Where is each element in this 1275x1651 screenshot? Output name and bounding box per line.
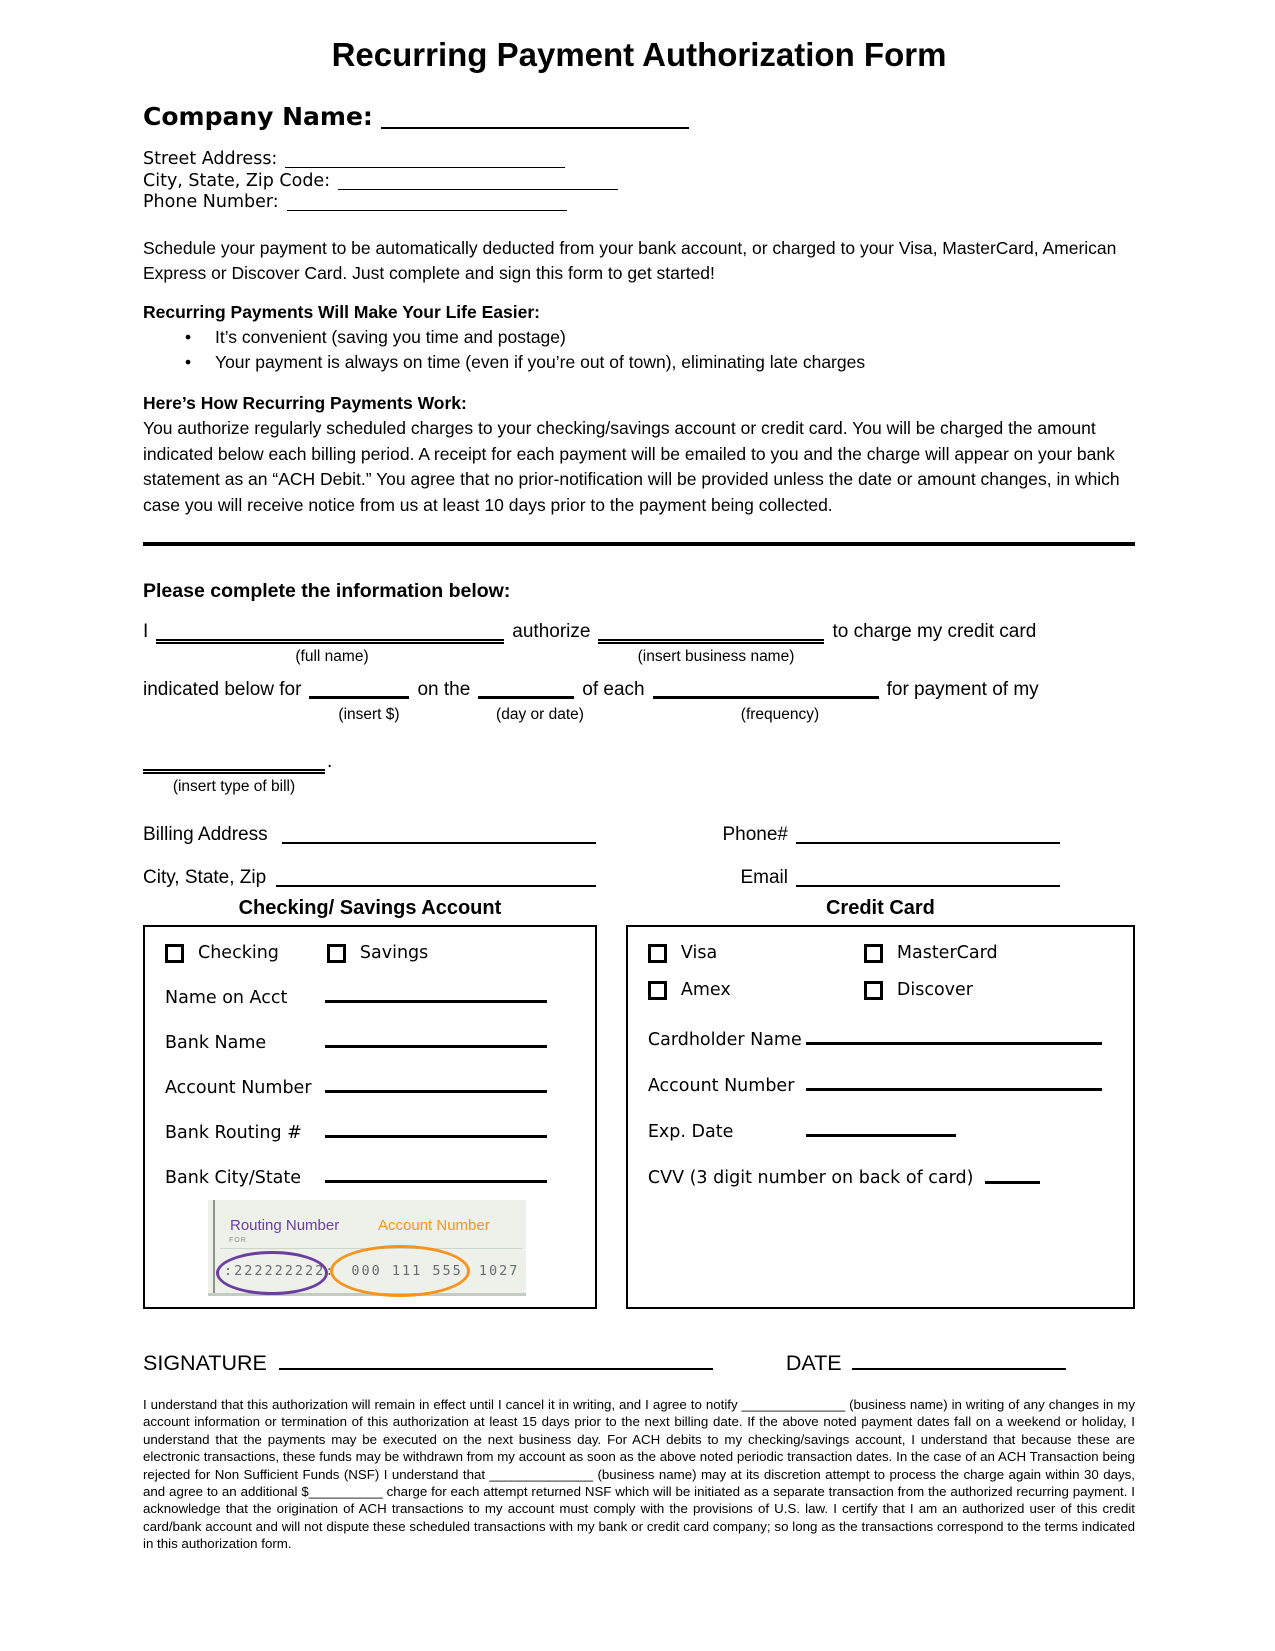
street-address-line[interactable] — [285, 151, 565, 168]
payment-method-columns — [143, 897, 1135, 1309]
cardholder-name-line[interactable] — [806, 1042, 1102, 1045]
bank-account-number-row — [165, 1053, 575, 1098]
discover-label: Discover — [896, 980, 973, 1000]
exp-date-line[interactable] — [806, 1134, 956, 1137]
company-name-line[interactable] — [381, 111, 689, 129]
section-divider — [143, 542, 1135, 546]
signature-row — [143, 1351, 1135, 1376]
billing-address-row — [143, 824, 1135, 846]
benefit-item: • Your payment is always on time (even if you’re out of town), eliminating late charges — [143, 350, 1135, 375]
bank-city-state-line[interactable] — [325, 1180, 547, 1183]
phone-label: Phone# — [722, 824, 788, 845]
card-account-number-line[interactable] — [806, 1088, 1102, 1091]
checking-savings-box — [143, 925, 597, 1309]
authorize-sentence-line-1 — [143, 621, 1135, 671]
check-routing-number-label: Routing Number — [230, 1217, 340, 1234]
amount-hint: (insert $) — [338, 706, 400, 723]
sentence-text-i: I — [143, 621, 149, 642]
phone-number-row — [143, 192, 1135, 214]
sentence-text-on-the: on the — [417, 679, 471, 700]
phone-number-label: Phone Number: — [143, 192, 279, 212]
account-type-row — [165, 943, 575, 963]
sentence-text-of-each: of each — [582, 679, 645, 700]
cvv-label: CVV (3 digit number on back of card) — [647, 1168, 974, 1188]
checking-savings-column — [143, 897, 597, 1309]
visa-option[interactable] — [648, 943, 864, 963]
street-address-label: Street Address: — [143, 149, 278, 169]
date-line[interactable] — [852, 1352, 1066, 1370]
credit-card-heading: Credit Card — [825, 897, 935, 919]
bank-account-number-label: Account Number — [165, 1078, 312, 1098]
bank-routing-row — [165, 1098, 575, 1143]
email-line[interactable] — [796, 869, 1060, 887]
signature-label: SIGNATURE — [143, 1351, 267, 1375]
amex-option[interactable] — [648, 980, 864, 1000]
city-state-zip-billing-line[interactable] — [276, 869, 596, 887]
micr-account-number: 000 111 555 — [351, 1263, 463, 1279]
how-it-works-body: You authorize regularly scheduled charges to your checking/savings account or credit card. You will be charged the amount indicated below each billing period. A receipt for each payment will be emailed to you and the charge will appear on your bank statement as an “ACH Debit.” You agree that no prior-notification will be provided unless the date or amount changes, in which case you will receive notice from us at least 10 days prior to the payment being collected. — [143, 418, 1120, 515]
bank-city-state-label: Bank City/State — [165, 1168, 302, 1188]
billing-address-line[interactable] — [282, 826, 596, 844]
cardholder-name-label: Cardholder Name — [647, 1030, 802, 1050]
phone-line[interactable] — [796, 826, 1060, 844]
city-state-zip-cell — [143, 867, 710, 889]
company-name-row — [143, 102, 1135, 131]
how-it-works-heading: Here’s How Recurring Payments Work: — [143, 392, 467, 413]
check-for-label: FOR — [229, 1237, 247, 1244]
visa-label: Visa — [680, 943, 718, 963]
discover-option[interactable] — [864, 980, 1113, 1000]
amex-checkbox[interactable] — [648, 981, 667, 1000]
sentence-text-for-payment: for payment of my — [886, 679, 1039, 700]
sentence-text-indicated: indicated below for — [143, 679, 302, 700]
micr-routing-number: :222222222: — [224, 1263, 336, 1279]
type-of-bill-line[interactable] — [143, 753, 325, 771]
check-edge-decoration — [213, 1200, 215, 1293]
city-state-zip-billing-row — [143, 867, 1135, 889]
routing-number-circle — [216, 1251, 328, 1295]
bank-routing-label: Bank Routing # — [165, 1123, 302, 1143]
frequency-line[interactable] — [653, 680, 879, 699]
checking-label: Checking — [198, 943, 279, 963]
email-cell — [710, 867, 1060, 889]
credit-card-column — [626, 897, 1135, 1309]
bank-routing-line[interactable] — [325, 1135, 547, 1138]
exp-date-row — [648, 1096, 1113, 1142]
day-or-date-hint: (day or date) — [496, 706, 584, 723]
authorize-sentence-line-2 — [143, 679, 1135, 729]
signature-line[interactable] — [279, 1352, 713, 1370]
check-account-number-label: Account Number — [378, 1217, 490, 1234]
bank-account-number-line[interactable] — [325, 1090, 547, 1093]
sentence-text-period: . — [327, 751, 333, 772]
exp-date-label: Exp. Date — [647, 1122, 734, 1142]
business-name-line[interactable] — [598, 623, 824, 641]
city-state-zip-line[interactable] — [338, 173, 618, 190]
checking-savings-heading: Checking/ Savings Account — [238, 897, 502, 919]
intro-paragraph: Schedule your payment to be automatically deducted from your bank account, or charged to your Visa, MasterCard, American Express or Discover Card. Just complete and sign this form to get started! — [143, 237, 1117, 283]
check-sample-image — [208, 1200, 526, 1296]
name-on-acct-label: Name on Acct — [165, 988, 288, 1008]
complete-section-heading: Please complete the information below: — [143, 580, 511, 602]
bank-name-label: Bank Name — [165, 1033, 267, 1053]
savings-label: Savings — [359, 943, 429, 963]
company-contact-block — [143, 149, 1135, 214]
city-state-zip-billing-label: City, State, Zip — [143, 867, 267, 888]
bank-name-line[interactable] — [325, 1045, 547, 1048]
company-name-label: Company Name: — [143, 102, 373, 131]
day-or-date-line[interactable] — [478, 680, 574, 699]
benefits-section — [143, 300, 1135, 375]
cardholder-name-row — [648, 1004, 1113, 1050]
visa-checkbox[interactable] — [648, 944, 667, 963]
amount-line[interactable] — [309, 680, 409, 699]
city-state-zip-row — [143, 171, 1135, 193]
phone-number-line[interactable] — [287, 194, 567, 211]
mastercard-checkbox[interactable] — [864, 944, 883, 963]
account-number-circle — [330, 1245, 470, 1297]
frequency-hint: (frequency) — [740, 706, 820, 723]
business-name-hint: (insert business name) — [637, 648, 795, 665]
name-on-acct-line[interactable] — [325, 1000, 547, 1003]
form-title: Recurring Payment Authorization Form — [331, 36, 947, 73]
city-state-zip-label: City, State, Zip Code: — [143, 170, 331, 191]
benefits-heading: Recurring Payments Will Make Your Life Easier: — [143, 301, 540, 322]
sentence-text-charge: to charge my credit card — [832, 621, 1037, 642]
street-address-row — [143, 149, 1135, 171]
date-label: DATE — [785, 1351, 842, 1375]
bank-city-state-row — [165, 1143, 575, 1188]
email-label: Email — [740, 867, 788, 888]
benefits-list — [143, 325, 1135, 375]
fine-print-paragraph: I understand that this authorization will remain in effect until I cancel it in writing, and I agree to notify ______________ (business name) in writing of any changes in my account information or termination of this authorization at least 15 days prior to the next billing date. If the above noted payment dates fall on a weekend or holiday, I understand that the payments may be executed on the next business day. For ACH debits to my checking/savings account, I understand that because these are electronic transactions, these funds may be withdrawn from my account as soon as the above noted periodic transaction dates. In the case of an ACH Transaction being rejected for Non Sufficient Funds (NSF) I understand that ______________ (business name) may at its discretion attempt to process the charge again within 30 days, and agree to an additional $__________ charge for each attempt returned NSF which will be initiated as a separate transaction from the authorized recurring payment. I acknowledge that the origination of ACH transactions to my account must comply with the provisions of U.S. law. I certify that I am an authorized user of this credit card/bank account and will not dispute these scheduled transactions with my bank or credit card company; so long as the transactions correspond to the terms indicated in this authorization form. — [143, 1397, 1135, 1552]
name-on-acct-row — [165, 963, 575, 1008]
savings-checkbox[interactable] — [327, 944, 346, 963]
benefit-item: • It’s convenient (saving you time and postage) — [143, 325, 1135, 350]
amex-label: Amex — [680, 980, 731, 1000]
billing-address-cell — [143, 824, 710, 846]
bank-name-row — [165, 1008, 575, 1053]
card-account-number-row — [648, 1050, 1113, 1096]
discover-checkbox[interactable] — [864, 981, 883, 1000]
full-name-line[interactable] — [156, 623, 504, 641]
checking-checkbox[interactable] — [165, 944, 184, 963]
cvv-line[interactable] — [985, 1181, 1040, 1184]
checking-option[interactable] — [165, 943, 279, 963]
mastercard-label: MasterCard — [896, 943, 998, 963]
sentence-text-authorize: authorize — [512, 621, 591, 642]
mastercard-option[interactable] — [864, 943, 1113, 963]
savings-option[interactable] — [327, 943, 428, 963]
card-account-number-label: Account Number — [647, 1076, 795, 1096]
full-name-hint: (full name) — [295, 648, 369, 665]
cvv-row — [648, 1142, 1113, 1188]
card-fields — [648, 1004, 1113, 1188]
how-it-works-section — [143, 391, 1135, 519]
phone-cell — [710, 824, 1060, 846]
billing-address-label: Billing Address — [143, 824, 268, 845]
type-of-bill-hint: (insert type of bill) — [172, 778, 296, 795]
authorize-sentence-line-3 — [143, 751, 1135, 803]
credit-card-box — [626, 925, 1135, 1309]
micr-check-number: 1027 — [478, 1263, 520, 1279]
card-type-grid — [648, 943, 1113, 1000]
